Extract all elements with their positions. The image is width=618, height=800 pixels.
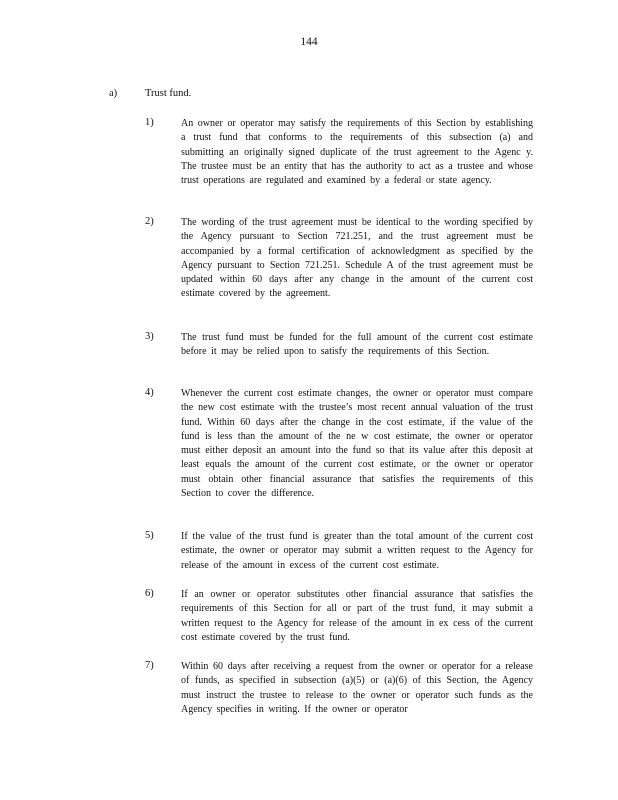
item-number: 5) xyxy=(145,530,154,541)
item-text: The wording of the trust agreement must be identical to the wording specified by the Agency pursuant to Section 721.251, and the trust agreement must be accompanied by a formal certification of acknowledgment as specified by the Agency pursuant to Section 721.251. Schedule A of the trust agreement must be updated within 60 days after any change in the amount of the current cost estimate covered by the agreement. xyxy=(181,217,533,300)
page-number: 144 xyxy=(300,36,318,48)
section-title: Trust fund. xyxy=(145,88,192,99)
item-number: 3) xyxy=(145,331,154,342)
item-text: The trust fund must be funded for the full amount of the current cost estimate before it may be relied upon to satisfy the requirements of this Section. xyxy=(181,332,533,358)
item-text: Whenever the current cost estimate changes, the owner or operator must compare the new cost estimate with the trustee’s most recent annual valuation of the trust fund. Within 60 days after the change in the cost estimate, if the value of the fund is less than the amount of the ne w cost estimate, the owner or operator must either deposit an amount into the fund so that its value after this deposit at least equals the amount of the current cost estimate, or the owner or operator must obtain other financial assurance that satisfies the requirements of this Section to cover the difference. xyxy=(181,388,533,500)
item-text: If the value of the trust fund is greater than the total amount of the current cost estimate, the owner or operator may submit a written request to the Agency for release of the amount in excess of the current cost estimate. xyxy=(181,531,533,571)
item-text: Within 60 days after receiving a request from the owner or operator for a release of funds, as specified in subsection (a)(5) or (a)(6) of this Section, the Agency must instruct the trustee to release to the owner or operator such funds as the Agency specifies in writing. If the owner or operator xyxy=(181,661,533,715)
item-number: 7) xyxy=(145,660,154,671)
item-number: 4) xyxy=(145,387,154,398)
section-label: a) xyxy=(109,88,118,99)
item-text: An owner or operator may satisfy the requirements of this Section by establishing a trust fund that conforms to the requirements of this subsection (a) and submitting an originally signed duplicate of the trust agreement to the Agenc y. The trustee must be an entity that has the authority to act as a trustee and whose trust operations are regulated and examined by a federal or state agency. xyxy=(181,118,533,187)
item-text: If an owner or operator substitutes other financial assurance that satisfies the requirements of this Section for all or part of the trust fund, it may submit a written request to the Agency for release of the amount in ex cess of the current cost estimate covered by the trust fund. xyxy=(181,589,533,643)
item-number: 1) xyxy=(145,117,154,128)
item-number: 6) xyxy=(145,588,154,599)
item-number: 2) xyxy=(145,216,154,227)
